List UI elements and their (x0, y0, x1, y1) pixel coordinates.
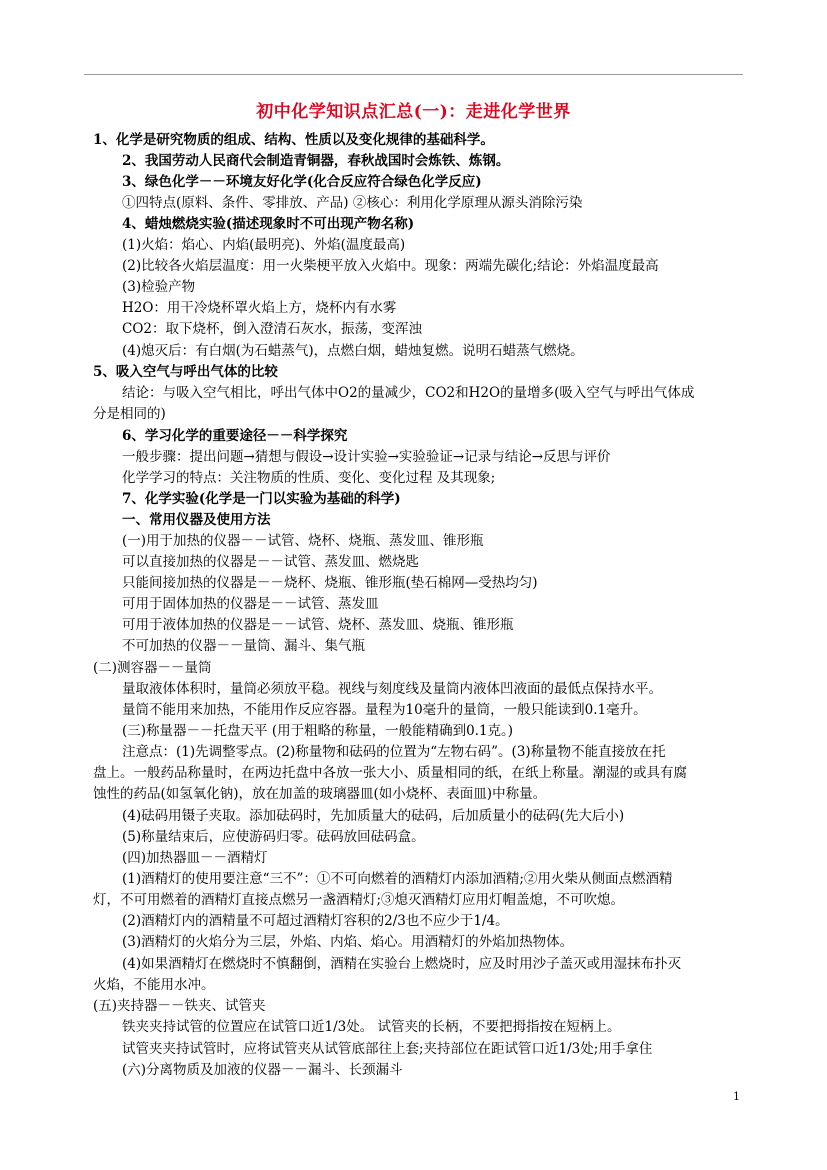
paragraph-line: 可以直接加热的仪器是－－试管、蒸发皿、燃烧匙 (122, 554, 419, 570)
paragraph-line: 3、绿色化学－－环境友好化学(化合反应符合绿色化学反应) (122, 174, 482, 190)
paragraph-line: (4)如果酒精灯在燃烧时不慎翻倒，酒精在实验台上燃烧时，应及时用沙子盖灭或用湿抹布扑灭 (122, 956, 682, 972)
paragraph-line: H2O：用干冷烧杯罩火焰上方，烧杯内有水雾 (122, 300, 397, 316)
paragraph-line: CO2：取下烧杯，倒入澄清石灰水，振荡，变浑浊 (122, 321, 422, 337)
paragraph-line: 可用于固体加热的仪器是－－试管、蒸发皿 (122, 596, 379, 612)
paragraph-line: (六)分离物质及加液的仪器－－漏斗、长颈漏斗 (122, 1062, 403, 1078)
paragraph-line: 试管夹夹持试管时，应将试管夹从试管底部往上套;夹持部位在距试管口近1/3处;用手拿住 (122, 1041, 653, 1057)
paragraph-line: 2、我国劳动人民商代会制造青铜器，春秋战国时会炼铁、炼钢。 (122, 153, 510, 169)
paragraph-line: (五)夹持器－－铁夹、试管夹 (93, 998, 266, 1014)
paragraph-line: 6、学习化学的重要途径－－科学探究 (122, 428, 348, 444)
paragraph-line: (四)加热器皿－－酒精灯 (122, 850, 268, 866)
paragraph-line: 可用于液体加热的仪器是－－试管、烧杯、蒸发皿、烧瓶、锥形瓶 (122, 617, 514, 633)
paragraph-line: 化学学习的特点：关注物质的性质、变化、变化过程 及其现象; (122, 470, 496, 486)
paragraph-line: 火焰，不能用水冲。 (93, 977, 215, 993)
paragraph-line: 盘上。一般药品称量时，在两边托盘中各放一张大小、质量相同的纸，在纸上称量。潮湿的或具有腐 (93, 765, 687, 781)
paragraph-line: (2)比较各火焰层温度：用一火柴梗平放入火焰中。现象：两端先碳化;结论：外焰温度最高 (122, 258, 659, 274)
paragraph-line: 分是相同的) (93, 406, 166, 422)
paragraph-line: 5、吸入空气与呼出气体的比较 (93, 364, 278, 380)
page-title: 初中化学知识点汇总(一)：走进化学世界 (256, 102, 571, 122)
paragraph-line: 只能间接加热的仪器是－－烧杯、烧瓶、锥形瓶(垫石棉网—受热均匀) (122, 575, 538, 591)
paragraph-line: (1)火焰：焰心、内焰(最明亮)、外焰(温度最高) (122, 237, 406, 253)
paragraph-line: 灯，不可用燃着的酒精灯直接点燃另一盏酒精灯;③熄灭酒精灯应用灯帽盖熄，不可吹熄。 (93, 892, 625, 908)
paragraph-line: (3)酒精灯的火焰分为三层，外焰、内焰、焰心。用酒精灯的外焰加热物体。 (122, 934, 574, 950)
paragraph-line: 不可加热的仪器－－量筒、漏斗、集气瓶 (122, 638, 365, 654)
paragraph-line: (2)酒精灯内的酒精量不可超过酒精灯容积的2/3也不应少于1/4。 (122, 913, 509, 929)
paragraph-line: (1)酒精灯的使用要注意“三不”：①不可向燃着的酒精灯内添加酒精;②用火柴从侧面点燃酒精 (122, 871, 673, 887)
paragraph-line: 注意点：(1)先调整零点。(2)称量物和砝码的位置为“左物右码”。(3)称量物不能直接放在托 (122, 744, 666, 760)
paragraph-line: 量取液体体积时，量筒必须放平稳。视线与刻度线及量筒内液体凹液面的最低点保持水平。 (122, 681, 662, 697)
paragraph-line: 4、蜡烛燃烧实验(描述现象时不可出现产物名称) (122, 216, 415, 232)
paragraph-line: 7、化学实验(化学是一门以实验为基础的科学) (122, 491, 401, 507)
paragraph-line: (三)称量器－－托盘天平 (用于粗略的称量，一般能精确到0.1克。) (122, 723, 514, 739)
paragraph-line: 铁夹夹持试管的位置应在试管口近1/3处。 试管夹的长柄，不要把拇指按在短柄上。 (122, 1019, 621, 1035)
paragraph-line: (4)砝码用镊子夹取。添加砝码时，先加质量大的砝码，后加质量小的砝码(先大后小) (122, 808, 625, 824)
paragraph-line: 一、常用仪器及使用方法 (122, 512, 271, 528)
paragraph-line: (3)检验产物 (122, 279, 196, 295)
paragraph-line: (二)测容器－－量筒 (93, 660, 212, 676)
page-number: 1 (733, 1090, 740, 1103)
paragraph-line: 量筒不能用来加热，不能用作反应容器。量程为10毫升的量筒，一般只能读到0.1毫升。 (122, 702, 647, 718)
paragraph-line: (5)称量结束后，应使游码归零。砝码放回砝码盒。 (122, 829, 425, 845)
paragraph-line: (4)熄灭后：有白烟(为石蜡蒸气)，点燃白烟，蜡烛复燃。说明石蜡蒸气燃烧。 (122, 343, 584, 359)
paragraph-line: 蚀性的药品(如氢氧化钠)，放在加盖的玻璃器皿(如小烧杯、表面皿)中称量。 (93, 786, 547, 802)
paragraph-line: ①四特点(原料、条件、零排放、产品) ②核心：利用化学原理从源头消除污染 (122, 195, 583, 211)
paragraph-line: (一)用于加热的仪器－－试管、烧杯、烧瓶、蒸发皿、锥形瓶 (122, 533, 484, 549)
paragraph-line: 结论：与吸入空气相比，呼出气体中O2的量减少，CO2和H2O的量增多(吸入空气与呼出气体成 (122, 385, 695, 401)
paragraph-line: 1、化学是研究物质的组成、结构、性质以及变化规律的基础科学。 (93, 132, 494, 148)
paragraph-line: 一般步骤：提出问题→猜想与假设→设计实验→实验验证→记录与结论→反思与评价 (122, 449, 611, 465)
header-rule (84, 74, 743, 75)
